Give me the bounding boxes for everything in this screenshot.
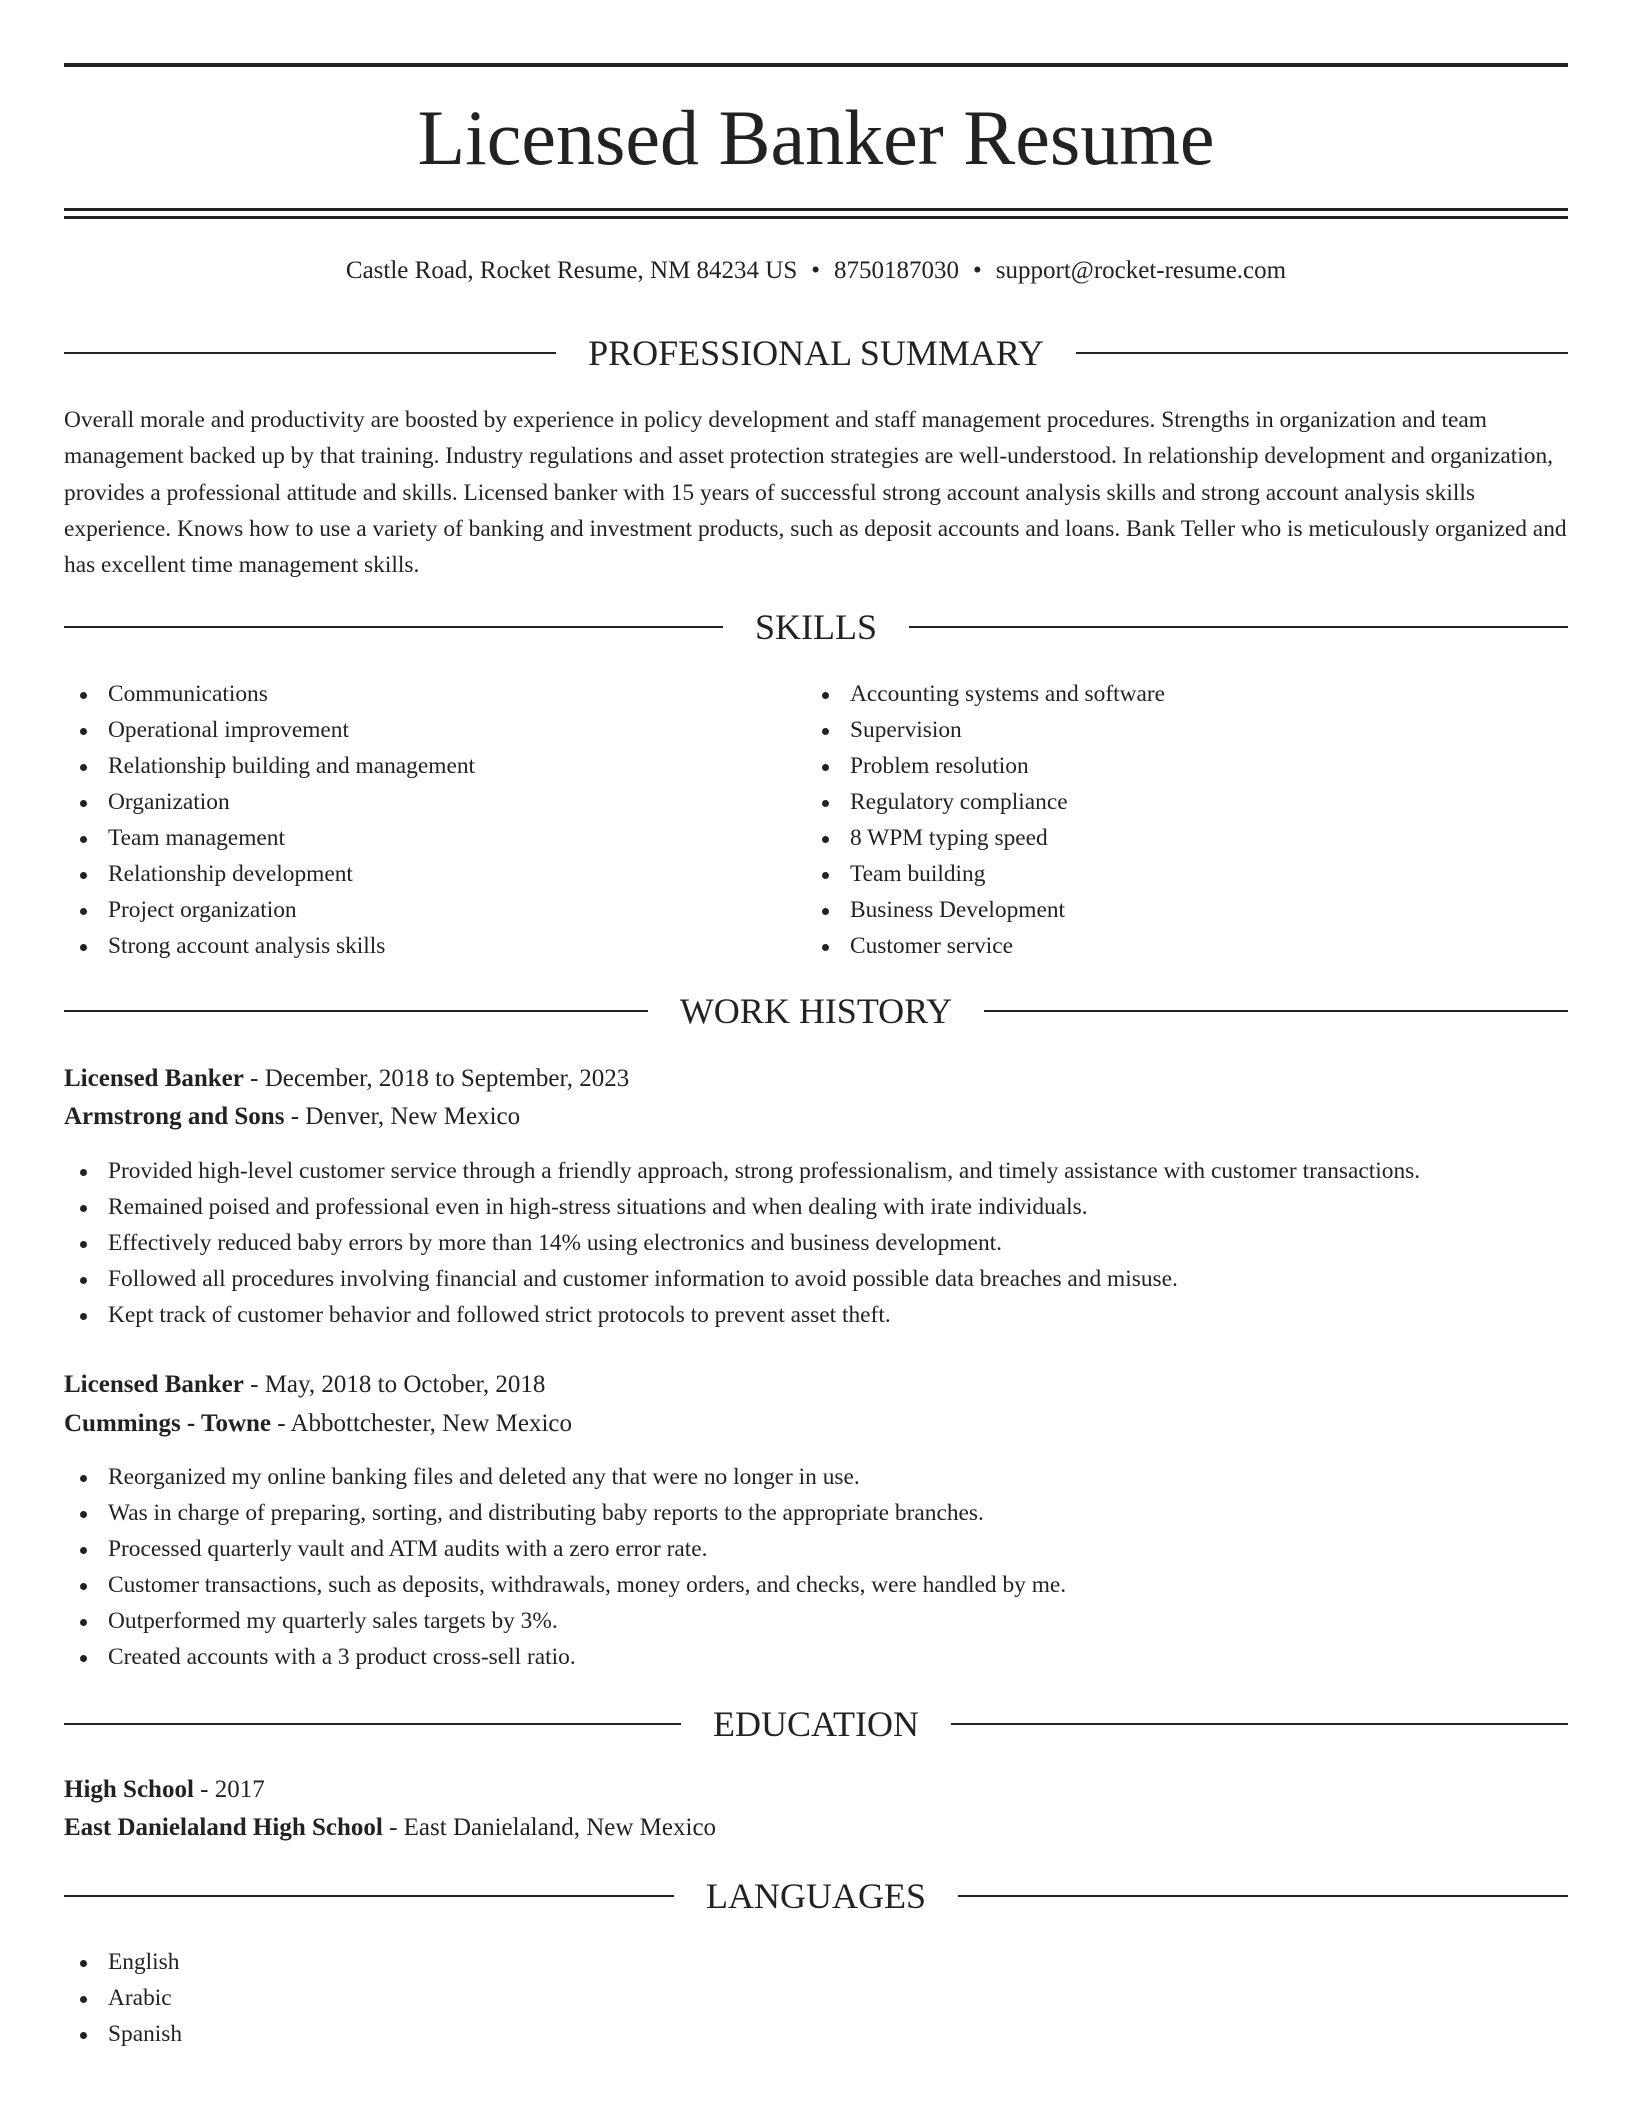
skill-item: Accounting systems and software [806, 676, 1165, 712]
job-duty: Outperformed my quarterly sales targets by 3%. [64, 1603, 1568, 1639]
skill-item: Regulatory compliance [806, 784, 1165, 820]
skills-list-left [64, 676, 475, 964]
job-duty: Kept track of customer behavior and followed strict protocols to prevent asset theft. [64, 1297, 1568, 1333]
heading-rule-right [951, 1723, 1568, 1725]
skill-item: Strong account analysis skills [64, 928, 475, 964]
resume-title: Licensed Banker Resume [417, 94, 1215, 181]
job-duty: Remained poised and professional even in high-stress situations and when dealing with irate individuals. [64, 1189, 1568, 1225]
education-heading-text: EDUCATION [713, 1704, 919, 1744]
work-section-heading [64, 989, 1568, 1033]
contact-separator: • [973, 257, 982, 284]
heading-rule-right [958, 1895, 1568, 1897]
skill-item: Communications [64, 676, 475, 712]
contact-phone: 8750187030 [834, 257, 960, 284]
top-rule [64, 63, 1568, 67]
skill-item: Project organization [64, 892, 475, 928]
job-duties-list [64, 1153, 1568, 1333]
job-location: - Denver, New Mexico [284, 1103, 521, 1130]
job-duty: Reorganized my online banking files and deleted any that were no longer in use. [64, 1459, 1568, 1495]
contact-email: support@rocket-resume.com [995, 257, 1287, 284]
work-heading-text: WORK HISTORY [679, 991, 953, 1031]
languages-heading-text: LANGUAGES [706, 1876, 926, 1916]
heading-rule-left [64, 626, 723, 628]
job-location: - Abbottchester, New Mexico [271, 1410, 573, 1437]
education-location: - East Danielaland, New Mexico [382, 1814, 717, 1841]
job-title: Licensed Banker [64, 1371, 244, 1398]
contact-separator: • [811, 257, 821, 284]
skill-item: Team building [806, 856, 1165, 892]
job-company: Cummings - Towne [64, 1410, 271, 1437]
skill-item: Problem resolution [806, 748, 1165, 784]
summary-section-heading [64, 331, 1568, 375]
job-duty: Customer transactions, such as deposits, withdrawals, money orders, and checks, were handled by me. [64, 1567, 1568, 1603]
job-duty: Created accounts with a 3 product cross-sell ratio. [64, 1639, 1568, 1675]
education-school: East Danielaland High School [64, 1814, 383, 1841]
skill-item: Business Development [806, 892, 1165, 928]
job-company: Armstrong and Sons [64, 1103, 285, 1130]
job-dates: - December, 2018 to September, 2023 [243, 1065, 630, 1092]
job-duties-list [64, 1459, 1568, 1675]
skill-item: Organization [64, 784, 475, 820]
job-duty: Was in charge of preparing, sorting, and distributing baby reports to the appropriate branches. [64, 1495, 1568, 1531]
skill-item: Relationship building and management [64, 748, 475, 784]
heading-rule-left [64, 1895, 674, 1897]
skill-item: Operational improvement [64, 712, 475, 748]
job-company-line [64, 1099, 1568, 1135]
job-duty: Followed all procedures involving financial and customer information to avoid possible data breaches and misuse. [64, 1261, 1568, 1297]
skill-item: 8 WPM typing speed [806, 820, 1165, 856]
skill-item: Relationship development [64, 856, 475, 892]
languages-section-heading [64, 1874, 1568, 1918]
education-year: - 2017 [193, 1776, 265, 1803]
skills-list-right [806, 676, 1165, 964]
education-degree: High School [64, 1776, 194, 1803]
job-title-line [64, 1367, 1568, 1403]
language-item: Spanish [64, 2016, 1568, 2052]
skills-section-heading [64, 605, 1568, 649]
job-title: Licensed Banker [64, 1065, 244, 1092]
job-title-line [64, 1061, 1568, 1097]
skill-item: Team management [64, 820, 475, 856]
job-company-line [64, 1406, 1568, 1442]
heading-rule-left [64, 1010, 648, 1012]
language-item: English [64, 1944, 1568, 1980]
summary-paragraph: Overall morale and productivity are boosted by experience in policy development and staff management procedures. Strengths in organization and team management backed up by that training. Industry regulations and asset protection strategies are well-understood. In relationship development and organization, provides a professional attitude and skills. Licensed banker with 15 years of successful strong account analysis skills and strong account analysis skills experience. Knows how to use a variety of banking and investment products, such as deposit accounts and loans. Bank Teller who is meticulously organized and has excellent time management skills. [64, 407, 1567, 579]
education-school-line [64, 1810, 1568, 1846]
heading-rule-left [64, 1723, 681, 1725]
skill-item: Customer service [806, 928, 1165, 964]
job-duty: Processed quarterly vault and ATM audits with a zero error rate. [64, 1531, 1568, 1567]
contact-address: Castle Road, Rocket Resume, NM 84234 US [345, 257, 798, 284]
language-item: Arabic [64, 1980, 1568, 2016]
heading-rule-right [984, 1010, 1568, 1012]
heading-rule-right [909, 626, 1568, 628]
job-duty: Provided high-level customer service through a friendly approach, strong professionalism, and timely assistance with customer transactions. [64, 1153, 1568, 1189]
heading-rule-left [64, 352, 556, 354]
skills-heading-text: SKILLS [755, 607, 878, 647]
contact-line [64, 255, 1568, 287]
education-degree-line [64, 1772, 1568, 1808]
title-double-rule [64, 208, 1568, 219]
education-section-heading [64, 1702, 1568, 1746]
summary-heading-text: PROFESSIONAL SUMMARY [588, 333, 1044, 373]
job-dates: - May, 2018 to October, 2018 [243, 1371, 546, 1398]
heading-rule-right [1076, 352, 1568, 354]
languages-list [64, 1944, 1568, 2052]
job-duty: Effectively reduced baby errors by more than 14% using electronics and business development. [64, 1225, 1568, 1261]
skill-item: Supervision [806, 712, 1165, 748]
